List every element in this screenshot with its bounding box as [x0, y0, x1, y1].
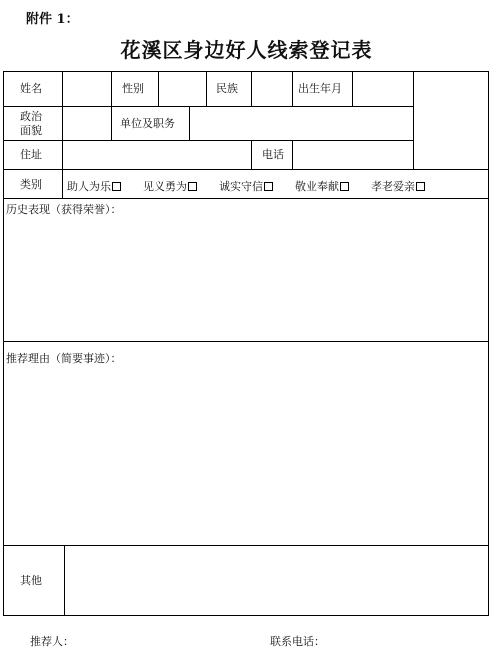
recommender-label: 推荐人： [30, 635, 74, 648]
political-status-field[interactable] [63, 107, 110, 139]
gender-label: 性别 [122, 82, 144, 95]
contact-phone-label: 联系电话： [270, 635, 325, 648]
col-divider [292, 71, 293, 106]
reason-label: 推荐理由（简要事迹）： [6, 352, 122, 365]
gender-field[interactable] [159, 72, 205, 105]
political-status-label-line1: 政治 [20, 110, 42, 123]
other-label: 其他 [20, 574, 42, 587]
category-option-label: 敬业奉献 [295, 180, 339, 193]
attachment-label: 附件 1： [26, 12, 79, 27]
checkbox-icon[interactable] [340, 182, 349, 191]
birth-date-label: 出生年月 [298, 82, 342, 95]
other-field[interactable] [65, 546, 487, 614]
category-option-label: 见义勇为 [143, 180, 187, 193]
address-field[interactable] [63, 141, 250, 168]
category-option-helping[interactable] [67, 178, 121, 194]
category-label: 类别 [20, 178, 42, 191]
category-option-dedication[interactable] [295, 178, 349, 194]
phone-label: 电话 [262, 148, 284, 161]
category-option-filial[interactable] [371, 178, 425, 194]
page-title: 花溪区身边好人线索登记表 [120, 38, 373, 62]
checkbox-icon[interactable] [264, 182, 273, 191]
col-divider [111, 106, 112, 140]
birth-date-field[interactable] [353, 72, 412, 105]
checkbox-icon[interactable] [416, 182, 425, 191]
category-option-label: 助人为乐 [67, 180, 111, 193]
unit-position-field[interactable] [190, 107, 412, 139]
row-divider [3, 198, 488, 199]
col-divider [111, 71, 112, 106]
col-divider [62, 169, 63, 198]
history-label: 历史表现（获得荣誉）： [6, 203, 122, 216]
table-border-right [488, 71, 489, 616]
category-option-bravery[interactable] [143, 178, 197, 194]
category-option-label: 孝老爱亲 [371, 180, 415, 193]
col-divider [251, 140, 252, 169]
checkbox-icon[interactable] [112, 182, 121, 191]
col-divider [206, 71, 207, 106]
history-field[interactable] [4, 218, 487, 340]
address-label: 住址 [20, 148, 42, 161]
reason-field[interactable] [4, 368, 487, 544]
ethnicity-label: 民族 [216, 82, 238, 95]
category-option-label: 诚实守信 [219, 180, 263, 193]
photo-area [414, 72, 487, 168]
table-border-bottom [3, 615, 488, 616]
name-label: 姓名 [20, 82, 42, 95]
category-option-honesty[interactable] [219, 178, 273, 194]
ethnicity-field[interactable] [252, 72, 291, 105]
phone-field[interactable] [293, 141, 412, 168]
unit-position-label: 单位及职务 [120, 117, 175, 130]
row-divider [3, 341, 488, 342]
name-field[interactable] [63, 72, 110, 105]
political-status-label-line2: 面貌 [20, 124, 42, 137]
checkbox-icon[interactable] [188, 182, 197, 191]
row-divider [3, 169, 488, 170]
